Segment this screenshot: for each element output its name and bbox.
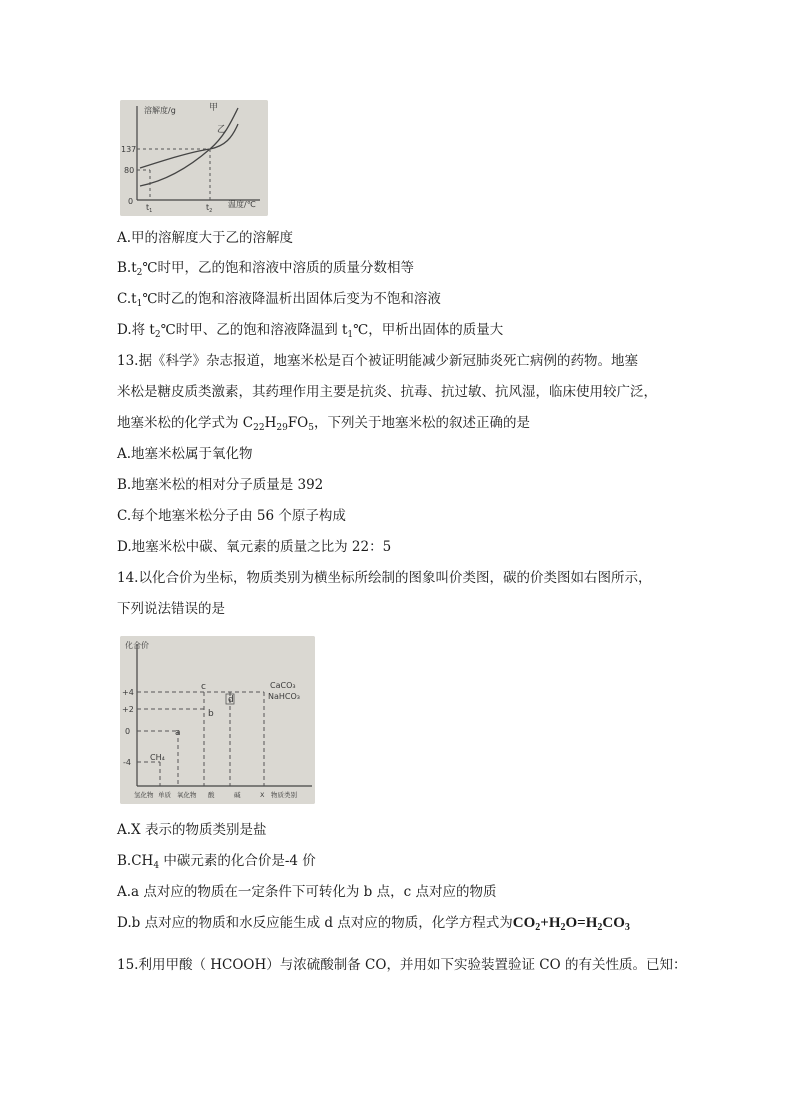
point-a: a xyxy=(175,728,181,738)
chemical-equation: $CO_2+H_2O=H_2CO_3$ xyxy=(512,915,630,933)
q12-option-c: $C.t_1℃$时乙的饱和溶液降温析出固体后变为不饱和溶液 xyxy=(117,291,441,309)
x-tick-t1: $t_1$ xyxy=(146,203,153,214)
ch4-label: CH₄ xyxy=(150,753,165,762)
tick-zero: 0 xyxy=(125,727,131,736)
q15-stem-line1: 15.利用甲酸（ HCOOH）与浓硫酸制备 CO，并用如下实验装置验证 CO 的有关性质。已知： xyxy=(117,957,687,973)
x-cat-element: 单质 xyxy=(158,791,171,799)
q13-stem-line2: 米松是糖皮质类激素，其药理作用主要是抗炎、抗毒、抗过敏、抗风湿，临床使用较广泛， xyxy=(117,384,657,400)
x-cat-hydride: 氢化物 xyxy=(134,791,154,799)
y-axis-label: 溶解度/g xyxy=(144,106,176,115)
q13-option-a: A.地塞米松属于氧化物 xyxy=(117,446,253,462)
q13-option-c: C.每个地塞米松分子由 56 个原子构成 xyxy=(117,508,346,524)
curve-yi-label: 乙 xyxy=(217,125,227,135)
x-tick-t2: $t_2$ xyxy=(206,203,213,214)
q14-option-c: A.a 点对应的物质在一定条件下可转化为 b 点，c 点对应的物质 xyxy=(117,884,497,900)
q12-option-d: D.将 $t_2℃$时甲、乙的饱和溶液降温到 $t_1℃$，甲析出固体的质量大 xyxy=(117,322,504,340)
x-cat-acid: 酸 xyxy=(208,791,215,799)
q14-stem-line2: 下列说法错误的是 xyxy=(117,601,225,617)
x-cat-base: 碱 xyxy=(234,791,241,799)
q13-stem-line1: 13.据《科学》杂志报道，地塞米松是百个被证明能减少新冠肺炎死亡病例的药物。地塞 xyxy=(117,353,638,369)
tick-plus4: +4 xyxy=(122,688,134,697)
q14-option-a: A.X 表示的物质类别是盐 xyxy=(117,822,267,838)
point-b: b xyxy=(208,709,214,719)
x-cat-x: X xyxy=(260,791,265,799)
curve-jia-label: 甲 xyxy=(209,103,219,113)
point-d: d xyxy=(228,695,234,705)
q14-option-b: $B.CH_4$ 中碳元素的化合价是-4 价 xyxy=(117,853,316,871)
solubility-figure xyxy=(120,100,268,216)
q12-option-a: A.甲的溶解度大于乙的溶解度 xyxy=(117,230,294,246)
origin-label: 0 xyxy=(128,197,134,206)
q14-stem-line1: 14.以化合价为坐标，物质类别为横坐标所绘制的图象叫价类图，碳的价类图如右图所示， xyxy=(117,570,652,586)
y-tick-137: 137 xyxy=(121,145,137,154)
q12-option-b: $B.t_2℃$时甲，乙的饱和溶液中溶质的质量分数相等 xyxy=(117,260,414,278)
tick-plus2: +2 xyxy=(122,705,134,714)
valence-category-figure xyxy=(120,636,315,804)
y-tick-80: 80 xyxy=(124,166,135,175)
x-axis-label: 温度/℃ xyxy=(228,200,256,209)
q13-option-b: B.地塞米松的相对分子质量是 392 xyxy=(117,477,324,493)
y-axis-label: 化合价 xyxy=(125,641,149,650)
x-cat-oxide: 氧化物 xyxy=(177,791,197,799)
point-c: c xyxy=(201,682,206,692)
q13-stem-line3: 地塞米松的化学式为 $C_{22}H_{29}FO_5$，下列关于地塞米松的叙述正确的是 xyxy=(117,415,530,433)
nahco3-label: NaHCO₃ xyxy=(268,692,300,701)
tick-minus4: -4 xyxy=(123,758,131,767)
caco3-label: CaCO₃ xyxy=(270,681,296,690)
x-axis-label: 物质类别 xyxy=(271,791,297,799)
q14-option-d: D.b 点对应的物质和水反应能生成 d 点对应的物质，化学方程式为$CO_2+H_2O=H_2CO_3$ xyxy=(117,915,630,933)
q13-option-d: D.地塞米松中碳、氧元素的质量之比为 22：5 xyxy=(117,539,392,555)
